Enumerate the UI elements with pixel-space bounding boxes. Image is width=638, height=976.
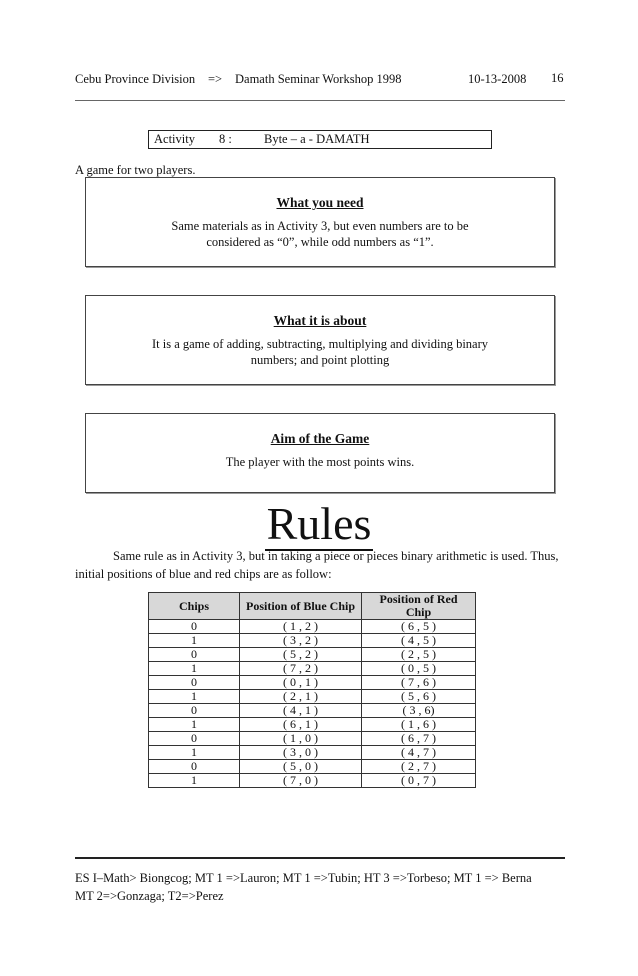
chip-cell: 0	[149, 620, 240, 634]
table-row	[149, 746, 476, 760]
blue-cell: ( 4 , 1 )	[240, 704, 362, 718]
blue-cell: ( 1 , 0 )	[240, 732, 362, 746]
footer-line-1: ES I–Math> Biongcog; MT 1 =>Lauron; MT 1 =>Tubin; HT 3 =>Torbeso; MT 1 => Berna	[75, 871, 532, 885]
header-divider	[75, 100, 565, 101]
activity-box	[148, 130, 492, 149]
what-you-need-body: Same materials as in Activity 3, but even numbers are to be considered as “0”, while odd numbers as “1”.	[171, 219, 469, 249]
red-cell: ( 5 , 6 )	[362, 690, 476, 704]
red-cell: ( 4 , 5 )	[362, 634, 476, 648]
activity-name: Byte – a - DAMATH	[264, 132, 370, 146]
red-cell: ( 2 , 7 )	[362, 760, 476, 774]
red-cell: ( 6 , 7 )	[362, 732, 476, 746]
what-it-is-about-box	[85, 295, 555, 385]
blue-cell: ( 1 , 2 )	[240, 620, 362, 634]
blue-cell: ( 6 , 1 )	[240, 718, 362, 732]
table-row	[149, 620, 476, 634]
chip-cell: 0	[149, 648, 240, 662]
red-cell: ( 7 , 6 )	[362, 676, 476, 690]
footer-line-2: MT 2=>Gonzaga; T2=>Perez	[75, 889, 224, 903]
intro-text: A game for two players.	[75, 163, 196, 177]
table-row	[149, 634, 476, 648]
chip-cell: 1	[149, 774, 240, 788]
activity-number: 8 :	[219, 132, 232, 146]
chip-cell: 0	[149, 704, 240, 718]
what-it-is-about-body: It is a game of adding, subtracting, multiplying and dividing binary numbers; and point plotting	[151, 337, 489, 367]
chip-cell: 1	[149, 718, 240, 732]
chip-cell: 1	[149, 690, 240, 704]
rules-heading-text: Rules	[266, 498, 372, 549]
header-date: 10-13-2008	[468, 72, 527, 86]
table-row	[149, 662, 476, 676]
red-cell: ( 3 , 6)	[362, 704, 476, 718]
red-cell: ( 0 , 7 )	[362, 774, 476, 788]
blue-cell: ( 3 , 2 )	[240, 634, 362, 648]
what-you-need-title: What you need	[276, 195, 364, 210]
page-number: 16	[551, 71, 564, 85]
what-it-is-about-title: What it is about	[273, 313, 367, 328]
chip-cell: 1	[149, 662, 240, 676]
red-cell: ( 2 , 5 )	[362, 648, 476, 662]
col-blue-chip: Position of Blue Chip	[240, 593, 362, 620]
header-event: Damath Seminar Workshop 1998	[235, 72, 402, 86]
rules-heading	[0, 496, 638, 552]
header-org: Cebu Province Division	[75, 72, 196, 86]
rules-paragraph: Same rule as in Activity 3, but in taking a piece or pieces binary arithmetic is used. Thus, initial positions of blue and red chips are as follow:	[75, 549, 559, 581]
table-row	[149, 718, 476, 732]
table-row	[149, 760, 476, 774]
red-cell: ( 0 , 5 )	[362, 662, 476, 676]
blue-cell: ( 5 , 0 )	[240, 760, 362, 774]
blue-cell: ( 7 , 2 )	[240, 662, 362, 676]
chip-cell: 1	[149, 634, 240, 648]
table-row	[149, 774, 476, 788]
chip-cell: 0	[149, 760, 240, 774]
header-arrow: =>	[208, 72, 223, 86]
table-header-row	[149, 593, 476, 620]
col-chips: Chips	[149, 593, 240, 620]
footer-divider	[75, 857, 565, 859]
aim-of-game-body: The player with the most points wins.	[225, 455, 415, 469]
red-cell: ( 4 , 7 )	[362, 746, 476, 760]
col-red-chip: Position of Red Chip	[362, 593, 476, 620]
chip-positions-table	[148, 592, 476, 788]
aim-of-game-box	[85, 413, 555, 493]
blue-cell: ( 7 , 0 )	[240, 774, 362, 788]
blue-cell: ( 0 , 1 )	[240, 676, 362, 690]
aim-of-game-title: Aim of the Game	[270, 431, 370, 446]
table-row	[149, 648, 476, 662]
chip-cell: 1	[149, 746, 240, 760]
table-row	[149, 732, 476, 746]
activity-label: Activity	[154, 132, 195, 146]
chip-cell: 0	[149, 732, 240, 746]
chip-cell: 0	[149, 676, 240, 690]
what-you-need-box	[85, 177, 555, 267]
table-row	[149, 704, 476, 718]
blue-cell: ( 5 , 2 )	[240, 648, 362, 662]
red-cell: ( 6 , 5 )	[362, 620, 476, 634]
blue-cell: ( 2 , 1 )	[240, 690, 362, 704]
blue-cell: ( 3 , 0 )	[240, 746, 362, 760]
table-row	[149, 690, 476, 704]
red-cell: ( 1 , 6 )	[362, 718, 476, 732]
table-row	[149, 676, 476, 690]
